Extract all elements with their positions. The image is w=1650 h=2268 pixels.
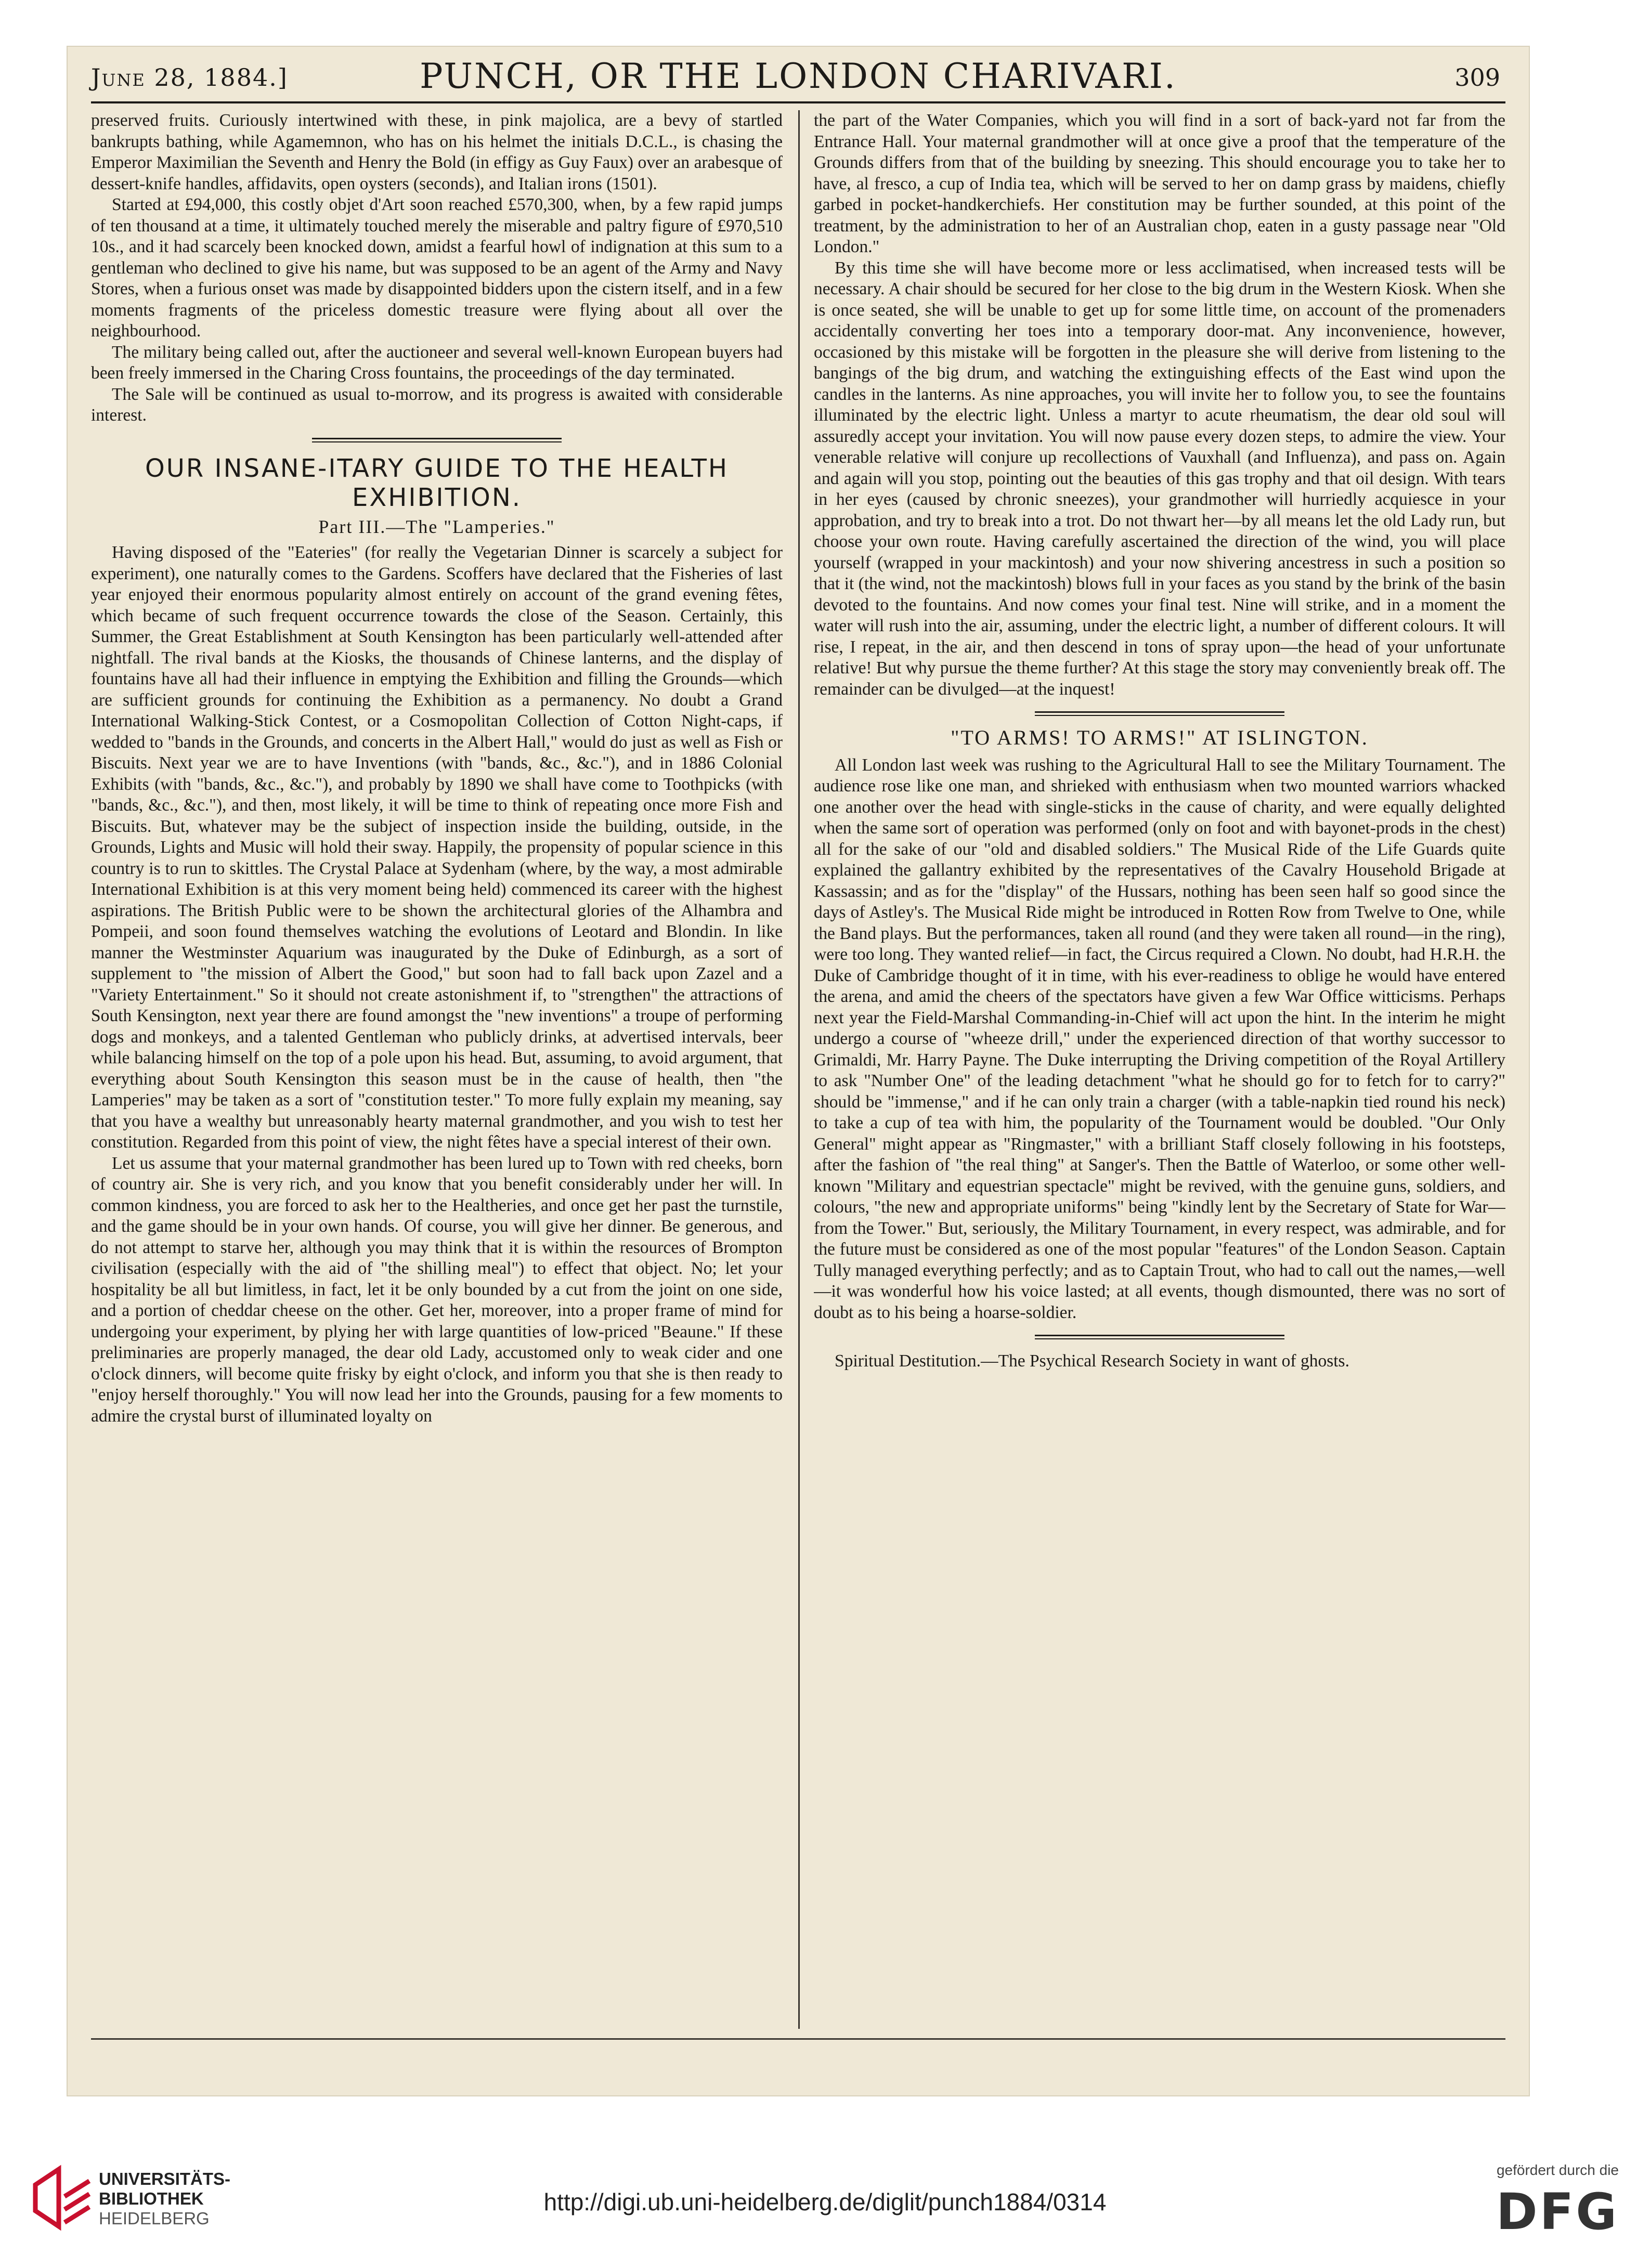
section-divider [312, 438, 562, 442]
digitization-footer [0, 2132, 1650, 2268]
paragraph: Let us assume that your maternal grandmother has been lured up to Town with red cheeks, born of country air. She is very rich, and you know that you benefit considerably under her will. In common kindness, you are forced to ask her to the Healtheries, and once get her past the turnstile, and the game should be in your own hands. Of course, you will give her dinner. Be generous, and do not attempt to starve her, although you may think that it is within the resources of Brompton civilisation (especially with the aid of "the shilling meal") to effect that object. No; let your hospitality be all but limitless, in fact, let it be only bounded by a cut from the joint on one side, and a portion of cheddar cheese on the other. Get her, moreover, into a proper frame of mind for undergoing your experiment, by plying her with large quantities of low-priced "Beaune." If these preliminaries are properly managed, the dear old Lady, accustomed only to weak cider and one o'clock dinners, will become quite frisky by eight o'clock, and inform you that she is then ready to "enjoy herself thoroughly." You will now lead her into the Grounds, pausing for a few moments to admire the crystal burst of illuminated loyalty on [91, 1153, 783, 1426]
sponsor [1496, 2162, 1619, 2241]
article-title: "TO ARMS! TO ARMS!" AT ISLINGTON. [951, 726, 1369, 749]
section-divider [1035, 1335, 1284, 1339]
paragraph: The Sale will be continued as usual to-morrow, and its progress is awaited with considerable interest. [91, 384, 783, 425]
header-title: PUNCH, OR THE LONDON CHARIVARI. [420, 56, 1177, 96]
closing-note: Spiritual Destitution.—The Psychical Research Society in want of ghosts. [835, 1351, 1349, 1371]
left-column [91, 110, 783, 2029]
paragraph: Having disposed of the "Eateries" (for really the Vegetarian Dinner is scarcely a subject for experiment), one naturally comes to the Gardens. Scoffers have declared that the Fisheries of last year enjoyed their enormous popularity almost entirely on account of the grand evening fêtes, which became of such frequent occurrence towards the close of the Season. Certainly, this Summer, the Great Establishment at South Kensington has been particularly well-attended after nightfall. The rival bands at the Kiosks, the thousands of Chinese lanterns, and the display of fountains have all had their influence in emptying the Exhibition and filling the Grounds—which are sufficient grounds for continuing the Exhibition as a permanency. No doubt a Grand International Walking-Stick Contest, or a Cosmopolitan Collection of Cotton Night-caps, if wedded to "bands in the Grounds, and concerts in the Albert Hall," would do just as well as Fish or Biscuits. Next year we are to have Inventions (with "bands, &c., &c."), and in 1886 Colonial Exhibits (with "bands, &c., &c."), and probably by 1890 we shall have come to Toothpicks (with "bands, &c., &c."), and then, most likely, it will be time to think of repeating once more Fish and Biscuits. But, whatever may be the subject of inspection inside the building, outside, in the Grounds, Lights and Music will hold their sway. Happily, the propensity of popular science in this country is to run to skittles. The Crystal Palace at Sydenham (where, by the way, a most admirable International Exhibition is at this very moment being held) commenced its career with the highest aspirations. The British Public were to be shown the architectural glories of the Alhambra and Pompeii, and soon found themselves watching the evolutions of Leotard and Blondin. In like manner the Westminster Aquarium was inaugurated by the Duke of Edinburgh, as a sort of supplement to "the mission of Albert the Good," but soon had to fall back upon Zazel and a "Variety Entertainment." So it should not create astonishment if, to "strengthen" the attractions of South Kensington, next year there are found amongst the "new inventions" a troupe of performing dogs and monkeys, and a talented Gentleman who publicly drinks, at advertised intervals, beer while balancing himself on the top of a pole upon his head. But, assuming, to avoid argument, that everything about South Kensington this season must be in the cause of health, then "the Lamperies" may be taken as a sort of "constitution tester." To more fully explain my meaning, say that you have a wealthy but unreasonably hearty maternal grandmother, and you wish to test her constitution. Regarded from this point of view, the night fêtes have a special interest of their own. [91, 543, 783, 1152]
header-page-number: 309 [1454, 63, 1500, 92]
section-divider [1035, 711, 1284, 716]
bottom-rule [91, 2038, 1505, 2040]
article-title: OUR INSANE-ITARY GUIDE TO THE HEALTH EXHIBITION. [145, 453, 729, 512]
paragraph: preserved fruits. Curiously intertwined with these, in pink majolica, are a bevy of startled bankrupts bathing, while Agamemnon, who has on his helmet the initials D.C.L., is chasing the Emperor Maximilian the Seventh and Henry the Bold (in effigy as Guy Faux) over an arabesque of dessert-knife handles, affidavits, open oysters (seconds), and Italian irons (1501). [91, 111, 783, 193]
article-subtitle: Part III.—The "Lamperies." [318, 516, 555, 537]
newspaper-page [68, 47, 1529, 2095]
sponsor-text: gefördert durch die [1496, 2162, 1619, 2178]
dfg-logo: DFG [1496, 2183, 1619, 2241]
paragraph: the part of the Water Companies, which you will find in a sort of back-yard not far from the Entrance Hall. Your maternal grandmother will at once give a proof that the temperature of the Grounds differs from that of the building by sneezing. This should encourage you to take her to have, al fresco, a cup of India tea, which will be served to her on damp grass by maidens, chiefly garbed in pocket-handkerchiefs. Her constitution may be further sounded, at this point of the treatment, by the administration to her of an Australian chop, eaten in a gusty passage near "Old London." [814, 111, 1505, 256]
library-name-line: BIBLIOTHEK [99, 2189, 204, 2208]
paragraph: By this time she will have become more or less acclimatised, when increased tests will be necessary. A chair should be secured for her close to the big drum in the Western Kiosk. When she is once seated, she will be unable to get up for some little time, on account of the promenaders accidentally converting her toes into a temporary door-mat. Any inconvenience, however, occasioned by this mistake will be forgotten in the pleasure she will derive from listening to the bangings of the big drum, and watching the extinguishing effects of the East wind upon the candles in the lanterns. As nine approaches, you will invite her to follow you, to see the fountains illuminated by the electric light. Unless a martyr to acute rheumatism, the dear old soul will assuredly accept your invitation. You will now pause every dozen steps, to admire the view. Your venerable relative will conjure up recollections of Vauxhall (and Influenza), and pass on. Again and again will you stop, pointing out the beauties of this gas trophy and that oil design. With tears in her eyes (caused by chronic sneezes), your grandmother will hurriedly acquiesce in your approbation, and try to break into a trot. Do not thwart her—by all means let the old Lady run, but choose your own route. Having carefully ascertained the direction of the wind, you will place yourself (wrapped in your mackintosh) and your now shivering ancestress in such a position so that it (the wind, not the mackintosh) blows full in your faces as you stand by the brink of the basin devoted to the fountains. And now comes your final test. Nine will strike, and in a moment the water will rush into the air, assuming, under the electric light, a number of different colours. It will rise, I repeat, in the air, and then descend in tons of spray upon—the head of your unfortunate relative! But why pursue the theme further? At this stage the story may conveniently break off. The remainder can be divulged—at the inquest! [814, 258, 1505, 699]
right-column [814, 110, 1505, 2029]
library-name-line: HEIDELBERG [99, 2209, 210, 2228]
paragraph: All London last week was rushing to the Agricultural Hall to see the Military Tournament. The audience rose like one man, and shrieked with enthusiasm when two mounted warriors whacked one another over the head with single-sticks in the cause of charity, and were equally delighted when the same sort of operation was performed (only on foot and with bayonet-prods in the chest) all for the sake of our "old and disabled soldiers." The Musical Ride of the Life Guards quite explained the gallantry exhibited by the representatives of the Cavalry Household Brigade at Kassassin; and as for the "display" of the Hussars, nothing has been seen half so good since the days of Astley's. The Musical Ride might be introduced in Rotten Row from Twelve to One, while the Band plays. But the performances, taken all round (and they were taken all round—in the ring), were too long. They wanted relief—in fact, the Circus required a Clown. No doubt, had H.R.H. the Duke of Cambridge thought of it in time, with his ever-readiness to oblige he would have entered the arena, and amid the cheers of the spectators have given a few War Office witticisms. Perhaps next year the Field-Marshal Commanding-in-Chief will act upon the hint. In the interim he might undergo a course of "wheeze drill," under the experienced direction of that worthy successor to Grimaldi, Mr. Harry Payne. The Duke interrupting the Driving competition of the Royal Artillery to ask "Number One" of the leading detachment "what he should go for to fetch for to carry?" should be "immense," and if he can only train a charger (with a table-napkin tied round his neck) to take a cup of tea with him, the popularity of the Tournament would be doubled. "Our Only General" might appear as "Ringmaster," with a brilliant Staff closely following in his footsteps, after the fashion of "the real thing" at Sanger's. Then the Battle of Waterloo, or some other well-known "Military and equestrian spectacle" might be revived, with the genuine guns, soldiers, and colours, "the new and appropriate uniforms" being "kindly lent by the Secretary of State for War—from the Tower." But, seriously, the Military Tournament, in every respect, was admirable, and for the future must be considered as one of the most popular "features" of the London Season. Captain Tully managed everything perfectly; and as to Captain Trout, who had to call out the names,—well—it was wonderful how his voice lasted; at all events, though dismounted, there was no sort of doubt as to his being a hoarse-soldier. [814, 755, 1505, 1322]
paragraph: Started at £94,000, this costly objet d'Art soon reached £570,300, when, by a few rapid jumps of ten thousand at a time, it ultimately touched merely the miserable and paltry figure of £970,510 10s., and it had scarcely been knocked down, amidst a fearful howl of indignation at this sum to a gentleman who declined to give his name, but was supposed to be an agent of the Army and Navy Stores, when a furious onset was made by disappointed bidders upon the cistern itself, and in a few moments fragments of the priceless domestic treasure were flying about all over the neighbourhood. [91, 195, 783, 341]
source-url-link[interactable]: http://digi.ub.uni-heidelberg.de/diglit/punch1884/0314 [543, 2188, 1107, 2215]
header-date: June 28, 1884.] [91, 63, 288, 92]
library-name-line: UNIVERSITÄTS- [99, 2169, 231, 2188]
paragraph: The military being called out, after the auctioneer and several well-known European buyers had been freely immersed in the Charing Cross fountains, the proceedings of the day terminated. [91, 342, 783, 383]
column-divider [798, 110, 800, 2029]
page-header [91, 52, 1505, 103]
